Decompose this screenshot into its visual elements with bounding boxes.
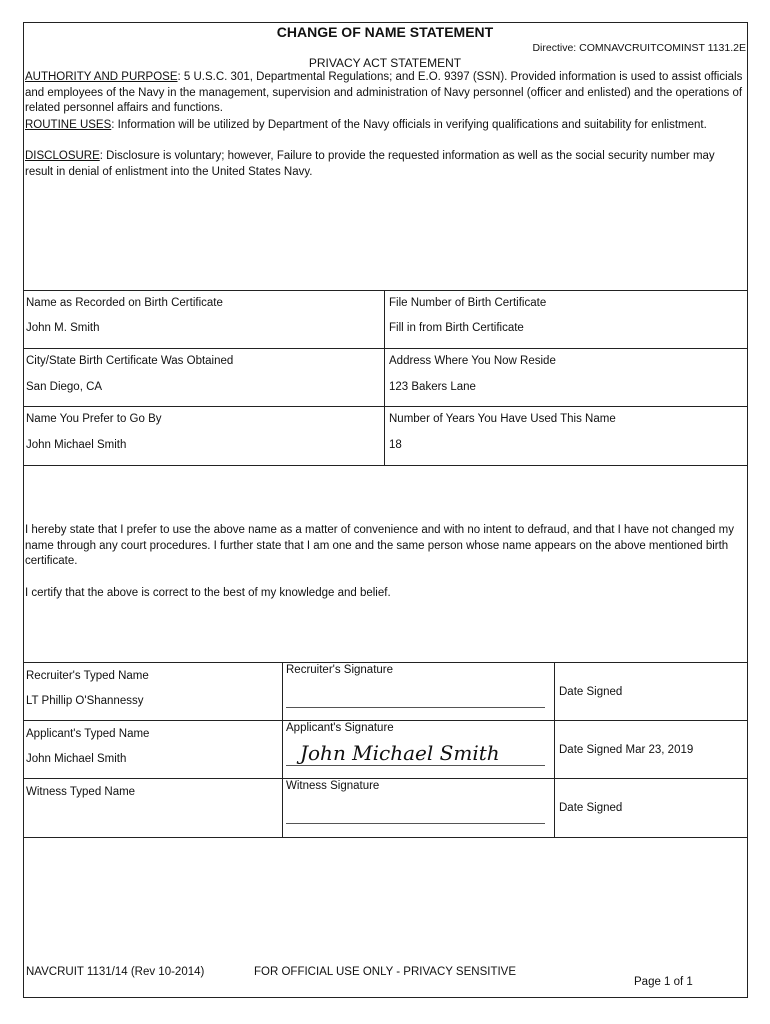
applicant-signature-label: Applicant's Signature — [286, 722, 394, 734]
divider — [554, 662, 555, 837]
official-use-notice: FOR OFFICIAL USE ONLY - PRIVACY SENSITIVE — [254, 966, 517, 978]
witness-signature-line[interactable] — [286, 823, 545, 824]
authority-label: AUTHORITY AND PURPOSE — [25, 71, 178, 83]
address-field[interactable]: 123 Bakers Lane — [389, 381, 476, 393]
authority-text: : 5 U.S.C. 301, Departmental Regulations; and E.O. 9397 (SSN). Provided information is used to assist officials and employees of the Navy in the management, supervision and administration of Navy personnel (officer and enlisted) and the operations of related personnel affairs and functions. — [25, 71, 743, 114]
birth-name-field[interactable]: John M. Smith — [26, 322, 100, 334]
disclosure-paragraph — [25, 149, 743, 180]
applicant-signature: John Michael Smith — [300, 741, 500, 765]
divider — [23, 837, 748, 838]
routine-uses-paragraph — [25, 118, 743, 134]
recruiter-name-label: Recruiter's Typed Name — [26, 670, 149, 682]
birth-name-label: Name as Recorded on Birth Certificate — [26, 297, 223, 309]
years-used-field[interactable]: 18 — [389, 439, 402, 451]
applicant-name-label: Applicant's Typed Name — [26, 728, 150, 740]
directive-reference: Directive: COMNAVCRUITCOMINST 1131.2E — [532, 42, 746, 54]
statement-paragraph: I hereby state that I prefer to use the above name as a matter of convenience and with no intent to defraud, and that I have not changed my name through any court procedures. I further state that I am one and the same person whose name appears on the above mentioned birth certificate. — [25, 524, 734, 567]
divider — [23, 348, 748, 349]
recruiter-signature-label: Recruiter's Signature — [286, 664, 394, 676]
applicant-signature-line[interactable] — [286, 765, 545, 766]
routine-uses-label: ROUTINE USES — [25, 119, 112, 131]
address-label: Address Where You Now Reside — [389, 355, 556, 367]
years-used-label: Number of Years You Have Used This Name — [389, 413, 616, 425]
preferred-name-label: Name You Prefer to Go By — [26, 413, 162, 425]
divider — [23, 720, 748, 721]
disclosure-text: : Disclosure is voluntary; however, Failure to provide the requested information as well as the social security number may result in denial of enlistment into the United States Navy. — [25, 150, 715, 178]
divider — [23, 290, 748, 291]
authority-purpose-paragraph — [25, 70, 743, 117]
file-number-field[interactable]: Fill in from Birth Certificate — [389, 322, 524, 334]
applicant-name-field[interactable]: John Michael Smith — [26, 753, 127, 765]
divider — [384, 290, 385, 465]
recruiter-date-label: Date Signed — [559, 686, 623, 698]
witness-signature-label: Witness Signature — [286, 780, 380, 792]
applicant-date-label: Date Signed Mar 23, 2019 — [559, 744, 694, 756]
city-state-field[interactable]: San Diego, CA — [26, 381, 103, 393]
divider — [23, 465, 748, 466]
divider — [23, 662, 748, 663]
divider — [23, 778, 748, 779]
routine-uses-text: : Information will be utilized by Department of the Navy officials in verifying qualifications and suitability for enlistment. — [111, 119, 707, 131]
recruiter-name-field[interactable]: LT Phillip O'Shannessy — [26, 695, 144, 707]
certification-paragraph: I certify that the above is correct to the best of my knowledge and belief. — [25, 587, 391, 599]
page-number: Page 1 of 1 — [634, 976, 693, 988]
recruiter-signature-line[interactable] — [286, 707, 545, 708]
file-number-label: File Number of Birth Certificate — [389, 297, 547, 309]
disclosure-label: DISCLOSURE — [25, 150, 100, 162]
witness-date-label: Date Signed — [559, 802, 623, 814]
form-number: NAVCRUIT 1131/14 (Rev 10-2014) — [26, 966, 205, 978]
privacy-act-heading: PRIVACY ACT STATEMENT — [308, 56, 462, 70]
divider — [282, 662, 283, 837]
city-state-label: City/State Birth Certificate Was Obtained — [26, 355, 234, 367]
witness-name-label: Witness Typed Name — [26, 786, 136, 798]
divider — [23, 406, 748, 407]
preferred-name-field[interactable]: John Michael Smith — [26, 439, 127, 451]
form-title: CHANGE OF NAME STATEMENT — [276, 24, 494, 40]
